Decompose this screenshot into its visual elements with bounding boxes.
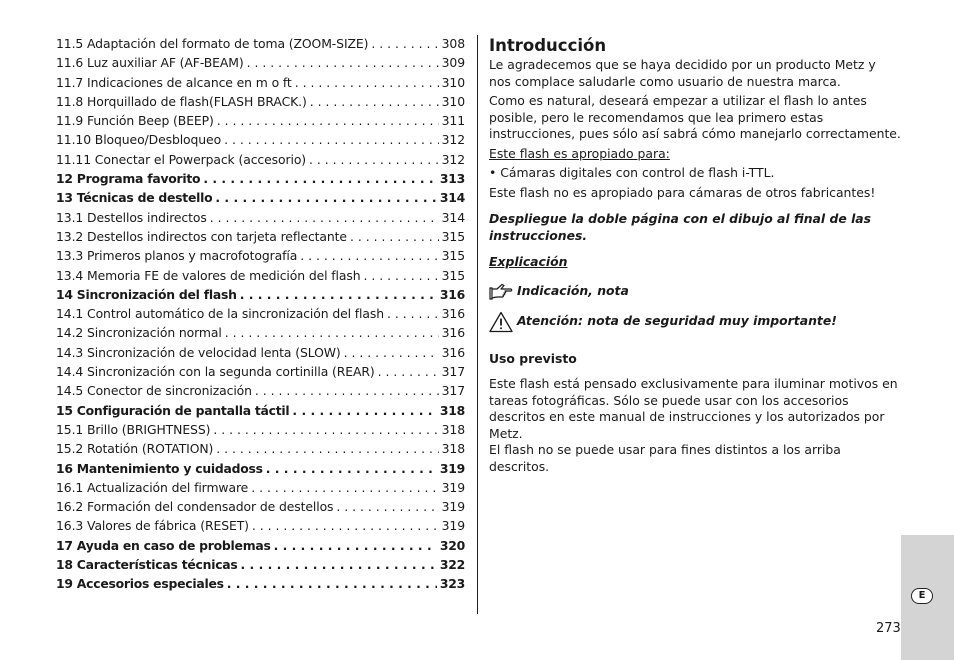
toc-entry bbox=[56, 439, 465, 458]
toc-entry-title: 14.1 Control automático de la sincronización del flash bbox=[56, 306, 384, 322]
toc-entry-page: 312 bbox=[441, 132, 465, 148]
toc-leader-dots bbox=[240, 285, 437, 304]
toc-entry-page: 316 bbox=[441, 306, 465, 322]
toc-leader-dots bbox=[309, 150, 439, 169]
toc-entry-page: 315 bbox=[441, 267, 465, 283]
introduction-section bbox=[489, 34, 901, 478]
warning-triangle-icon bbox=[489, 311, 517, 333]
toc-entry-page: 318 bbox=[441, 421, 465, 437]
toc-entry-title: 18 Características técnicas bbox=[56, 557, 238, 573]
unfold-note: Despliegue la doble página con el dibujo al final de las instrucciones. bbox=[489, 211, 872, 243]
toc-leader-dots bbox=[251, 478, 438, 497]
toc-entry-title: 19 Accesorios especiales bbox=[56, 576, 224, 592]
toc-entry-title: 15.1 Brillo (BRIGHTNESS) bbox=[56, 421, 211, 437]
toc-entry-title: 12 Programa favorito bbox=[56, 171, 201, 187]
toc-entry bbox=[56, 111, 465, 130]
page-number: 273 bbox=[876, 621, 901, 636]
toc-entry-page: 314 bbox=[441, 209, 465, 225]
toc-leader-dots bbox=[344, 343, 439, 362]
toc-entry-page: 320 bbox=[439, 537, 465, 553]
toc-entry-title: 17 Ayuda en caso de problemas bbox=[56, 537, 271, 553]
suitable-item: • Cámaras digitales con control de flash i-TTL. bbox=[489, 165, 775, 180]
pointing-hand-icon bbox=[489, 283, 517, 301]
toc-entry-title: 14.2 Sincronización normal bbox=[56, 325, 222, 341]
toc-entry-title: 11.10 Bloqueo/Desbloqueo bbox=[56, 132, 222, 148]
toc-entry-page: 319 bbox=[441, 518, 465, 534]
toc-entry-title: 16.2 Formación del condensador de destellos bbox=[56, 499, 334, 515]
toc-leader-dots bbox=[225, 323, 439, 342]
toc-entry bbox=[56, 497, 465, 516]
intro-paragraph-1: Le agradecemos que se haya decidido por un producto Metz y nos complace saludarle como usuario de nuestra marca. bbox=[489, 57, 876, 89]
toc-entry bbox=[56, 516, 465, 535]
toc-entry-title: 15.2 Rotatión (ROTATION) bbox=[56, 441, 214, 457]
toc-entry-title: 11.8 Horquillado de flash(FLASH BRACK.) bbox=[56, 93, 307, 109]
toc-leader-dots bbox=[217, 111, 439, 130]
toc-entry-title: 13 Técnicas de destello bbox=[56, 190, 213, 206]
toc-entry bbox=[56, 381, 465, 400]
toc-entry-title: 11.11 Conectar el Powerpack (accesorio) bbox=[56, 151, 307, 167]
toc-entry bbox=[56, 92, 465, 111]
toc-entry-title: 13.3 Primeros planos y macrofotografía bbox=[56, 248, 298, 264]
toc-leader-dots bbox=[364, 266, 439, 285]
toc-entry-title: 11.9 Función Beep (BEEP) bbox=[56, 113, 214, 129]
toc-entry-title: 13.2 Destellos indirectos con tarjeta reflectante bbox=[56, 228, 347, 244]
toc-leader-dots bbox=[266, 459, 437, 478]
toc-leader-dots bbox=[247, 53, 439, 72]
toc-entry-page: 323 bbox=[439, 576, 465, 592]
warning-label: Atención: nota de seguridad muy importante! bbox=[517, 313, 837, 329]
intended-use-paragraph-2: El flash no se puede usar para fines distintos a los arriba descritos. bbox=[489, 442, 841, 474]
toc-entry bbox=[56, 401, 465, 420]
toc-leader-dots bbox=[336, 497, 438, 516]
toc-entry-title: 14.4 Sincronización con la segunda cortinilla (REAR) bbox=[56, 364, 375, 380]
toc-entry bbox=[56, 53, 465, 72]
toc-leader-dots bbox=[387, 304, 439, 323]
toc-entry bbox=[56, 536, 465, 555]
toc-entry bbox=[56, 478, 465, 497]
toc-entry-title: 11.6 Luz auxiliar AF (AF-BEAM) bbox=[56, 55, 244, 71]
language-badge: E bbox=[911, 588, 933, 604]
toc-leader-dots bbox=[213, 420, 438, 439]
toc-entry-page: 322 bbox=[439, 557, 465, 573]
toc-entry bbox=[56, 343, 465, 362]
toc-entry-page: 318 bbox=[441, 441, 465, 457]
note-label: Indicación, nota bbox=[517, 283, 629, 299]
toc-entry-page: 315 bbox=[441, 228, 465, 244]
toc-entry bbox=[56, 420, 465, 439]
toc-entry-page: 308 bbox=[441, 36, 465, 51]
column-divider bbox=[477, 35, 478, 614]
toc-leader-dots bbox=[274, 536, 437, 555]
toc-leader-dots bbox=[252, 516, 439, 535]
intro-paragraph-2: Como es natural, deseará empezar a utilizar el flash lo antes posible, pero le recomendamos que lea primero estas instrucciones, pues sólo así sabrá cómo manejarlo correctamente. bbox=[489, 93, 901, 141]
toc-entry bbox=[56, 304, 465, 323]
toc-entry bbox=[56, 555, 465, 574]
warning-legend bbox=[489, 311, 901, 333]
toc-leader-dots bbox=[371, 34, 438, 53]
toc-entry-page: 316 bbox=[441, 325, 465, 341]
toc-entry-title: 13.1 Destellos indirectos bbox=[56, 209, 207, 225]
introduction-heading: Introducción bbox=[489, 36, 607, 55]
toc-entry-title: 14 Sincronización del flash bbox=[56, 286, 237, 302]
toc-entry bbox=[56, 150, 465, 169]
toc-leader-dots bbox=[310, 92, 439, 111]
toc-entry-title: 16.3 Valores de fábrica (RESET) bbox=[56, 518, 249, 534]
toc-entry bbox=[56, 34, 465, 53]
toc-leader-dots bbox=[295, 73, 439, 92]
toc-leader-dots bbox=[350, 227, 439, 246]
toc-leader-dots bbox=[292, 401, 436, 420]
toc-entry-page: 315 bbox=[441, 248, 465, 264]
toc-entry bbox=[56, 285, 465, 304]
toc-entry bbox=[56, 227, 465, 246]
toc-entry bbox=[56, 130, 465, 149]
toc-leader-dots bbox=[210, 208, 439, 227]
toc-entry bbox=[56, 246, 465, 265]
intended-use-heading: Uso previsto bbox=[489, 350, 577, 366]
toc-entry-page: 319 bbox=[441, 479, 465, 495]
toc-entry-title: 11.7 Indicaciones de alcance en m o ft bbox=[56, 74, 292, 90]
toc-entry-page: 309 bbox=[441, 55, 465, 71]
toc-entry bbox=[56, 169, 465, 188]
toc-leader-dots bbox=[224, 130, 439, 149]
toc-entry-page: 310 bbox=[441, 74, 465, 90]
toc-entry-title: 14.5 Conector de sincronización bbox=[56, 383, 252, 399]
toc-entry-page: 310 bbox=[441, 93, 465, 109]
toc-leader-dots bbox=[300, 246, 438, 265]
toc-entry-title: 13.4 Memoria FE de valores de medición del flash bbox=[56, 267, 361, 283]
not-suitable-text: Este flash no es apropiado para cámaras de otros fabricantes! bbox=[489, 184, 876, 200]
toc-entry bbox=[56, 323, 465, 342]
toc-entry-page: 317 bbox=[441, 364, 465, 380]
toc-entry-title: 15 Configuración de pantalla táctil bbox=[56, 402, 290, 418]
toc-leader-dots bbox=[241, 555, 437, 574]
toc-leader-dots bbox=[378, 362, 439, 381]
toc-entry-title: 14.3 Sincronización de velocidad lenta (SLOW) bbox=[56, 344, 341, 360]
toc-entry-page: 316 bbox=[441, 344, 465, 360]
toc-entry bbox=[56, 208, 465, 227]
toc-leader-dots bbox=[227, 574, 437, 593]
toc-entry-page: 313 bbox=[439, 171, 465, 187]
toc-entry bbox=[56, 188, 465, 207]
table-of-contents bbox=[56, 34, 465, 594]
note-legend bbox=[489, 283, 901, 301]
toc-entry-page: 316 bbox=[439, 286, 465, 302]
toc-entry-page: 312 bbox=[441, 151, 465, 167]
toc-entry bbox=[56, 574, 465, 593]
toc-entry-page: 317 bbox=[441, 383, 465, 399]
toc-entry-page: 311 bbox=[441, 113, 465, 129]
toc-entry-title: 16 Mantenimiento y cuidadoss bbox=[56, 460, 263, 476]
toc-leader-dots bbox=[255, 381, 439, 400]
toc-entry bbox=[56, 459, 465, 478]
toc-entry-page: 314 bbox=[439, 190, 465, 206]
toc-entry-title: 11.5 Adaptación del formato de toma (ZOOM-SIZE) bbox=[56, 36, 369, 51]
toc-entry bbox=[56, 362, 465, 381]
toc-entry-page: 319 bbox=[441, 499, 465, 515]
intended-use-paragraph-1: Este flash está pensado exclusivamente para iluminar motivos en tareas fotográficas. Sólo se puede usar con los accesorios descritos en este manual de instrucciones y los autorizados por Metz. bbox=[489, 376, 898, 441]
toc-entry bbox=[56, 73, 465, 92]
suitable-heading: Este flash es apropiado para: bbox=[489, 145, 670, 161]
toc-entry-page: 319 bbox=[439, 460, 465, 476]
toc-leader-dots bbox=[216, 439, 438, 458]
toc-entry-title: 16.1 Actualización del firmware bbox=[56, 479, 249, 495]
toc-leader-dots bbox=[203, 169, 437, 188]
explanation-heading: Explicación bbox=[489, 254, 568, 269]
toc-leader-dots bbox=[215, 188, 436, 207]
toc-entry-page: 318 bbox=[439, 402, 465, 418]
toc-entry bbox=[56, 266, 465, 285]
